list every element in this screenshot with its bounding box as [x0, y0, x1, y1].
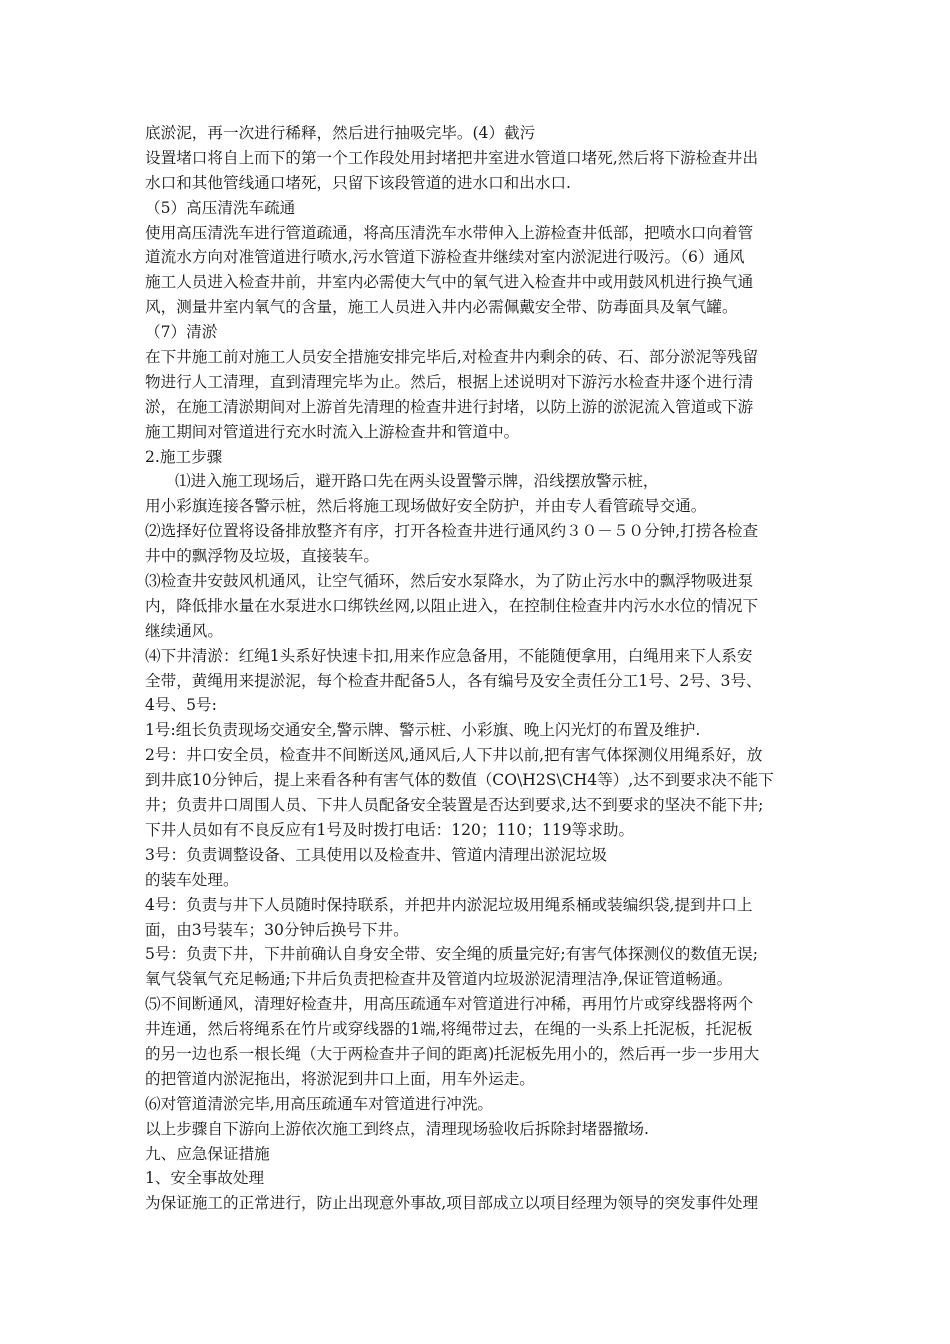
text-line: ⑵选择好位置将设备排放整齐有序，打开各检查井进行通风约３０－５０分钟,打捞各检查 — [145, 522, 759, 541]
text-line: 水口和其他管线通口堵死，只留下该段管道的进水口和出水口. — [145, 173, 571, 192]
text-line: 到井底10分钟后，提上来看各种有害气体的数值（CO\H2S\CH4等）,达不到要求决不能下 — [145, 771, 774, 790]
text-line: 施工人员进入检查井前，井室内必需使大气中的氧气进入检查井中或用鼓风机进行换气通 — [145, 273, 754, 292]
text-line: 物进行人工清理，直到清理完毕为止。然后，根据上述说明对下游污水检查井逐个进行清 — [145, 372, 754, 391]
text-line: 的另一边也系一根长绳（大于两检查井子间的距离)托泥板先用小的，然后再一步一步用大 — [145, 1044, 760, 1063]
text-line: 内，降低排水量在水泵进水口绑铁丝网,以阻止进入，在控制住检查井内污水水位的情况下 — [145, 596, 759, 615]
text-line: 4号、5号: — [145, 696, 217, 715]
text-line: 全带，黄绳用来提淤泥，每个检查井配备5人，各有编号及安全责任分工1号、2号、3号、 — [145, 671, 762, 690]
text-line: 的装车处理。 — [145, 870, 239, 889]
text-line: 下井人员如有不良反应有1号及时拨打电话：120；110；119等求助。 — [145, 820, 635, 839]
text-line: 施工期间对管道进行充水时流入上游检查井和管道中。 — [145, 422, 520, 441]
text-line: ⑷下井清淤：红绳1头系好快速卡扣,用来作应急备用，不能随便拿用，白绳用来下人系安 — [145, 646, 753, 665]
section-heading: 1、安全事故处理 — [145, 1169, 265, 1188]
text-line: 1号:组长负责现场交通安全,警示牌、警示桩、小彩旗、晚上闪光灯的布置及维护. — [145, 721, 701, 740]
text-line: 3号：负责调整设备、工具使用以及检查井、管道内清理出淤泥垃圾 — [145, 845, 608, 864]
text-line: 风，测量井室内氧气的含量，施工人员进入井内必需佩戴安全带、防毒面具及氧气罐。 — [145, 298, 738, 317]
text-line: 面，由3号装车；30分钟后换号下井。 — [145, 920, 409, 939]
text-line: 井；负责井口周围人员、下井人员配备安全装置是否达到要求,达不到要求的坚决不能下井; — [145, 796, 764, 815]
text-line: 井中的飘浮物及垃圾，直接装车。 — [145, 547, 379, 566]
text-line: 井连通，然后将绳系在竹片或穿线器的1端,将绳带过去，在绳的一头系上托泥板，托泥板 — [145, 1020, 753, 1039]
text-line: 2号：井口安全员，检查井不间断送风,通风后,人下井以前,把有害气体探测仪用绳系好，放 — [145, 746, 763, 765]
text-line: 的把管道内淤泥拖出，将淤泥到井口上面，用车外运走。 — [145, 1069, 535, 1088]
text-line: 设置堵口将自上而下的第一个工作段处用封堵把井室进水管道口堵死,然后将下游检查井出 — [145, 148, 759, 167]
text-line: 用小彩旗连接各警示桩，然后将施工现场做好安全防护，并由专人看管疏导交通。 — [145, 497, 707, 516]
text-line: 在下井施工前对施工人员安全措施安排完毕后,对检查井内剩余的砖、石、部分淤泥等残留 — [145, 348, 759, 367]
section-heading: 2.施工步骤 — [145, 447, 223, 466]
text-line: ⑴进入施工现场后，避开路口先在两头设置警示牌，沿线摆放警示桩， — [175, 472, 659, 491]
text-line: 为保证施工的正常进行，防止出现意外事故,项目部成立以项目经理为领导的突发事件处理 — [145, 1194, 759, 1213]
text-line: 底淤泥，再一次进行稀释，然后进行抽吸完毕。(4）截污 — [145, 124, 536, 142]
text-line: 氧气袋氧气充足畅通;下井后负责把检查井及管道内垃圾淤泥清理洁净,保证管道畅通。 — [145, 970, 733, 989]
text-line: ⑶检查井安鼓风机通风，让空气循环，然后安水泵降水，为了防止污水中的飘浮物吸进泵 — [145, 572, 754, 591]
text-line: 5号：负责下井，下井前确认自身安全带、安全绳的质量完好;有害气体探测仪的数值无误; — [145, 945, 758, 964]
section-heading: 九、应急保证措施 — [145, 1144, 270, 1163]
text-line: 以上步骤自下游向上游依次施工到终点，清理现场验收后拆除封堵器撤场. — [145, 1119, 649, 1138]
text-line: 使用高压清洗车进行管道疏通，将高压清洗车水带伸入上游检查井低部，把喷水口向着管 — [145, 223, 754, 242]
text-line: 淤，在施工清淤期间对上游首先清理的检查井进行封堵，以防上游的淤泥流入管道或下游 — [145, 397, 754, 416]
text-line: ⑸不间断通风，清理好检查井，用高压疏通车对管道进行冲稀，再用竹片或穿线器将两个 — [145, 995, 754, 1014]
section-heading: （7）清淤 — [145, 323, 218, 342]
document-page — [145, 121, 817, 1216]
text-line: 道流水方向对准管道进行喷水,污水管道下游检查井继续对室内淤泥进行吸污。（6）通风 — [145, 248, 745, 267]
text-line: ⑹对管道清淤完毕,用高压疏通车对管道进行冲洗。 — [145, 1094, 494, 1113]
section-heading: （5）高压清洗车疏通 — [145, 198, 296, 217]
text-line: 4号：负责与井下人员随时保持联系，并把井内淤泥垃圾用绳系桶或装编织袋,提到井口上 — [145, 895, 753, 914]
text-line: 继续通风。 — [145, 621, 223, 640]
